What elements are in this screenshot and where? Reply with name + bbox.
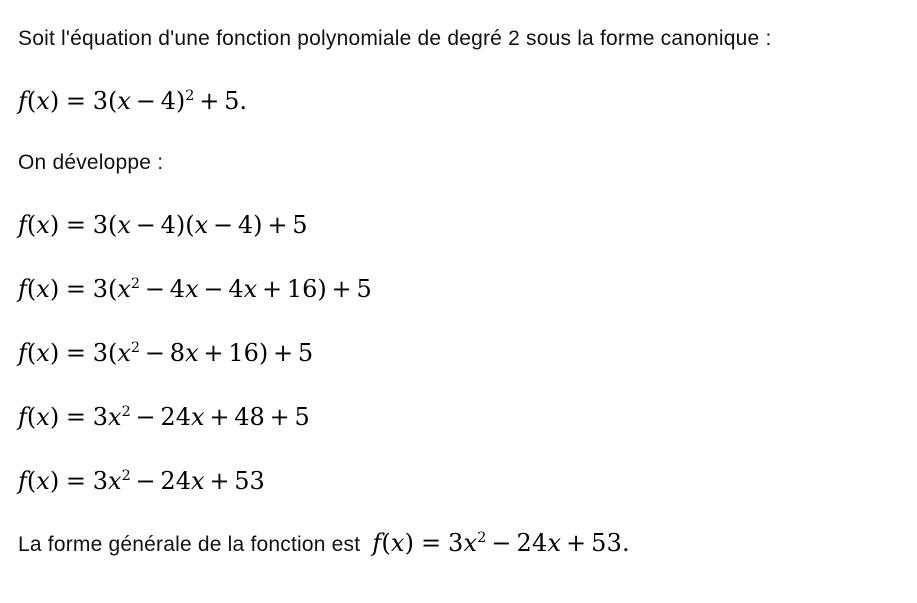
intro-paragraph: Soit l'équation d'une fonction polynomiale de degré 2 sous la forme canonique : [18, 27, 772, 50]
conclusion-paragraph [18, 528, 897, 560]
canonical-form-equation: $f(x) = 3(x - 4)^2 + 5$. [18, 87, 248, 115]
expansion-step-2: $f(x) = 3(x^2 - 4x - 4x + 16) + 5$ [18, 275, 372, 303]
expansion-step-4: $f(x) = 3x^2 - 24x + 48 + 5$ [18, 403, 310, 431]
develop-label: On développe : [18, 151, 164, 174]
general-form-equation: $f(x) = 3x^2 - 24x + 53$. [372, 529, 630, 557]
expansion-step-3: $f(x) = 3(x^2 - 8x + 16) + 5$ [18, 339, 314, 367]
expansion-step-5: $f(x) = 3x^2 - 24x + 53$ [18, 467, 265, 495]
conclusion-text: La forme générale de la fonction est [18, 533, 361, 556]
expansion-step-1: f(x) = 3(x − 4)(x − 4) + 5 [18, 211, 308, 239]
